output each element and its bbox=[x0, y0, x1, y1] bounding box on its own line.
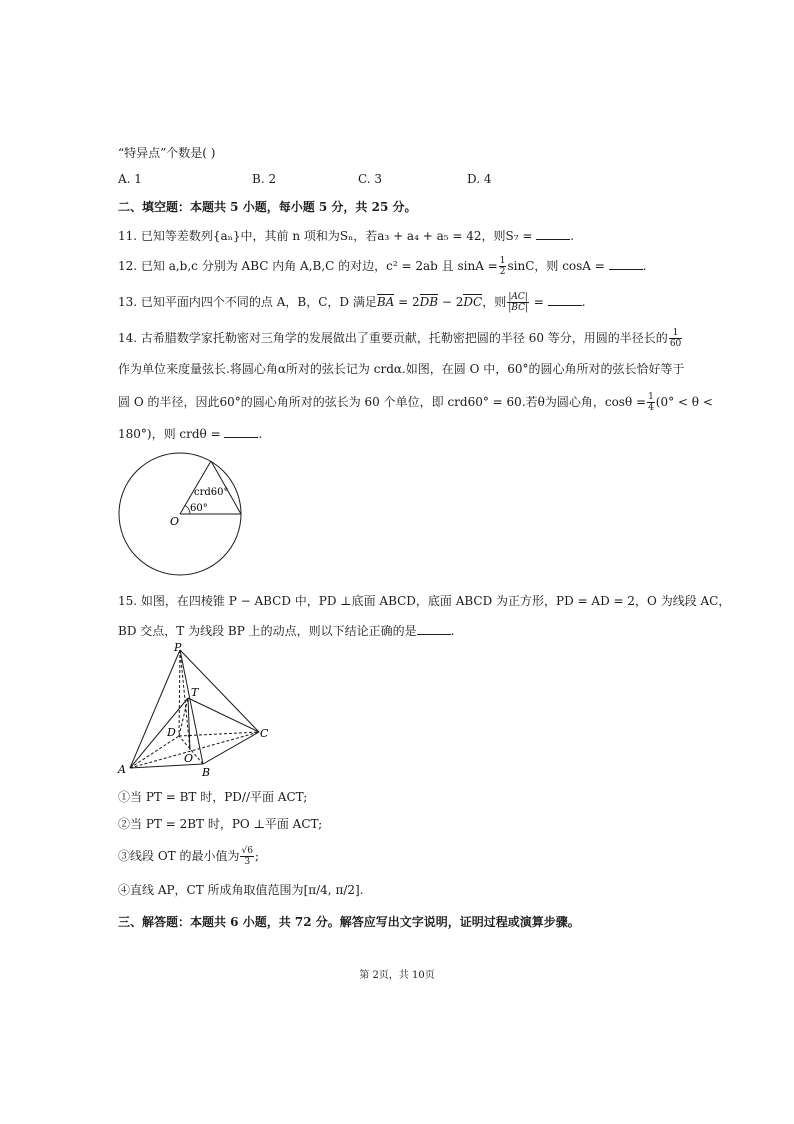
section3-heading: 三、解答题：本题共 6 小题，共 72 分。解答应写出文字说明，证明过程或演算步骤。 bbox=[118, 915, 580, 929]
q15-answer-blank bbox=[417, 622, 451, 635]
q15-s3-post: ; bbox=[254, 849, 259, 863]
q10-tail: “特异点”个数是( ) bbox=[118, 146, 216, 160]
q14-line3 bbox=[118, 392, 713, 413]
q13-then: ，则 bbox=[482, 295, 507, 309]
q15-s4-interval: [π/4, π/2] bbox=[303, 883, 360, 897]
label-t: T bbox=[191, 686, 199, 699]
q15-line2: BD 交点，T 为线段 BP 上的动点，则以下结论正确的是 . bbox=[118, 624, 455, 638]
segment-ct bbox=[188, 698, 259, 732]
q15-s3-pre: ③线段 OT 的最小值为 bbox=[118, 849, 240, 863]
edge-pa bbox=[130, 650, 180, 768]
q15-statement-1: ①当 PT = BT 时，PD//平面 ACT; bbox=[118, 790, 308, 804]
q14-line4: 180°)，则 crdθ = . bbox=[118, 427, 263, 441]
q14-line4-text: 180°)，则 crdθ = bbox=[118, 427, 221, 441]
q10-option-a: A. 1 bbox=[118, 172, 142, 186]
label-c: C bbox=[260, 727, 269, 740]
q14-line3-frac-num: 1 bbox=[648, 392, 654, 402]
q12-pre: 12. 已知 a,b,c 分别为 ABC 内角 A,B,C 的对边，c² = 2ab 且 sinA = bbox=[118, 259, 498, 273]
q15-pyramid-figure bbox=[116, 640, 276, 780]
label-b: B bbox=[202, 766, 211, 779]
q15-statement-4 bbox=[118, 882, 364, 898]
q10-option-b: B. 2 bbox=[252, 172, 277, 186]
q14-line1-frac-num: 1 bbox=[669, 328, 682, 339]
label-angle-60: 60° bbox=[190, 503, 208, 514]
q15-line1: 15. 如图，在四棱锥 P − ABCD 中，PD ⊥底面 ABCD，底面 ABCD 为正方形，PD = AD = 2，O 为线段 AC， bbox=[118, 594, 731, 608]
q14-line1-fraction bbox=[669, 328, 682, 349]
q15-s3-frac-num: √6 bbox=[241, 846, 253, 856]
label-d: D bbox=[167, 726, 176, 739]
q15-s4-pre: ④直线 AP，CT 所成角取值范围为 bbox=[118, 883, 304, 897]
q13-answer-blank bbox=[548, 293, 582, 306]
q14-line3-fraction bbox=[647, 392, 655, 413]
q13-mid2: − 2 bbox=[438, 295, 464, 309]
q14-line1 bbox=[118, 328, 683, 349]
q13-frac-den: |BC| bbox=[508, 303, 528, 313]
q13-pre: 13. 已知平面内四个不同的点 A，B，C，D 满足 bbox=[118, 295, 377, 309]
label-p: P bbox=[174, 641, 182, 654]
edge-pd-hidden bbox=[179, 650, 180, 736]
q11-answer-blank bbox=[536, 227, 570, 240]
q14-line2: 作为单位来度量弦长.将圆心角α所对的弦长记为 crdα.如图，在圆 O 中，60°的圆心角所对的弦长恰好等于 bbox=[118, 362, 685, 376]
q12-frac-den: 2 bbox=[499, 267, 506, 277]
page-footer: 第 2页，共 10页 bbox=[359, 970, 435, 981]
q12-fraction bbox=[499, 256, 507, 277]
q15-s3-frac-den: 3 bbox=[244, 857, 251, 867]
q13-frac-num: |AC| bbox=[508, 292, 528, 302]
section2-heading: 二、填空题：本题共 5 小题，每小题 5 分，共 25 分。 bbox=[118, 200, 417, 214]
q15-line2-text: BD 交点，T 为线段 BP 上的动点，则以下结论正确的是 bbox=[118, 624, 417, 638]
q13-vector-dc: DC bbox=[463, 295, 483, 309]
label-o: O bbox=[170, 515, 180, 528]
q10-option-d: D. 4 bbox=[467, 172, 492, 186]
q14-line3-frac-den: 4 bbox=[648, 403, 654, 413]
q12-text: 12. 已知 a,b,c 分别为 ABC 内角 A,B,C 的对边，c² = 2ab 且 sinA = $\frac{1}{2}$ sinC，则 cosA = . bbox=[118, 256, 647, 277]
q15-statement-3 bbox=[118, 846, 259, 867]
q15-s4-post: . bbox=[359, 883, 364, 897]
q14-circle-figure bbox=[116, 445, 246, 581]
label-crd60: crd60° bbox=[194, 487, 229, 498]
edge-pb bbox=[180, 650, 203, 764]
q14-line1-text: 14. 古希腊数学家托勒密对三角学的发展做出了重要贡献，托勒密把圆的半径 60 等分，用圆的半径长的 bbox=[118, 331, 668, 345]
q15-statement-2: ②当 PT = 2BT 时，PO ⊥平面 ACT; bbox=[118, 817, 323, 831]
edge-bc bbox=[203, 732, 259, 764]
q15-s3-fraction bbox=[240, 846, 253, 867]
q14-answer-blank bbox=[224, 425, 258, 438]
edge-ad-hidden bbox=[130, 736, 179, 768]
q13-mid1: = 2 bbox=[394, 295, 420, 309]
q13-eq: = bbox=[529, 295, 544, 309]
label-a: A bbox=[118, 763, 126, 776]
q10-option-c: C. 3 bbox=[358, 172, 383, 186]
diagonal-ac-hidden bbox=[130, 732, 259, 768]
q13-vector-db: DB bbox=[419, 295, 439, 309]
label-o: O bbox=[184, 752, 194, 765]
q11-text: 11. 已知等差数列{aₙ}中，其前 n 项和为Sₙ，若a₃ + a₄ + a₅ = 42，则S₇ = . bbox=[118, 229, 575, 243]
q13-vector-ba: BA bbox=[376, 295, 395, 309]
q12-frac-num: 1 bbox=[499, 256, 506, 266]
q14-line3-post: (0° < θ < bbox=[655, 395, 713, 409]
q12-answer-blank bbox=[609, 257, 643, 270]
q14-line3-pre: 圆 O 的半径，因此60°的圆心角所对的弦长为 60 个单位，即 crd60° = 60.若θ为圆心角，cosθ = bbox=[118, 395, 647, 409]
q13-text: 13. 已知平面内四个不同的点 A，B，C，D 满足BA = 2DB − 2DC，则 $\frac{|AC|}{|BC|}$ = . bbox=[118, 292, 586, 313]
q12-post: sinC，则 cosA = bbox=[507, 259, 605, 273]
q13-fraction bbox=[507, 292, 529, 313]
q14-line1-frac-den: 60 bbox=[669, 339, 682, 349]
q11-stem: 11. 已知等差数列{aₙ}中，其前 n 项和为Sₙ，若a₃ + a₄ + a₅ = 42，则S₇ = bbox=[118, 229, 533, 243]
